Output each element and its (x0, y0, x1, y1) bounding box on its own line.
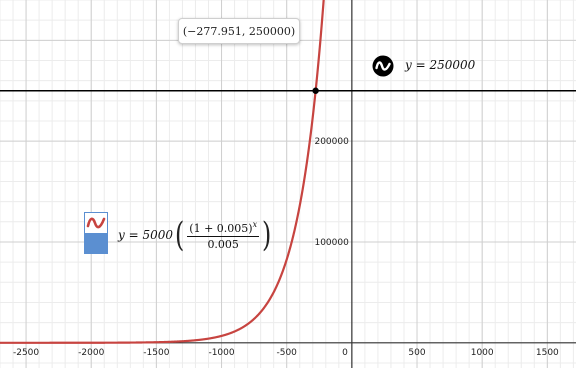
horizontal-line-expression (405, 58, 475, 72)
intersection-label: (−277.951, 250000) (182, 24, 296, 38)
y-tick-label: 100000 (314, 237, 349, 248)
curve-expression (118, 215, 273, 255)
x-tick-label: 500 (408, 347, 426, 358)
curve-exponent: x (252, 219, 258, 229)
x-tick-label: 0 (342, 347, 348, 358)
curve-denominator: 0.005 (207, 237, 239, 251)
x-tick-label: 1000 (470, 347, 494, 358)
close-paren: ) (262, 215, 272, 255)
red-wave-icon[interactable] (84, 212, 108, 254)
horizontal-line-formula: y = 250000 (405, 58, 476, 72)
curve-base: (1 + 0.005) (189, 221, 253, 235)
intersection-point (312, 88, 318, 94)
y-tick-label: 200000 (314, 137, 349, 148)
x-tick-label: -2000 (78, 347, 105, 358)
curve-numerator (187, 220, 259, 237)
x-tick-label: -2500 (12, 347, 40, 358)
x-tick-label: -500 (276, 347, 297, 358)
open-paren: ( (175, 215, 185, 255)
intersection-tooltip (178, 18, 300, 44)
curve-fraction (187, 220, 259, 251)
x-tick-label: -1000 (208, 347, 235, 358)
x-tick-label: 1500 (535, 347, 559, 358)
black-wave-icon[interactable] (372, 55, 394, 77)
x-tick-label: -1500 (143, 347, 170, 358)
curve-lhs: y = 5000 (118, 228, 174, 242)
